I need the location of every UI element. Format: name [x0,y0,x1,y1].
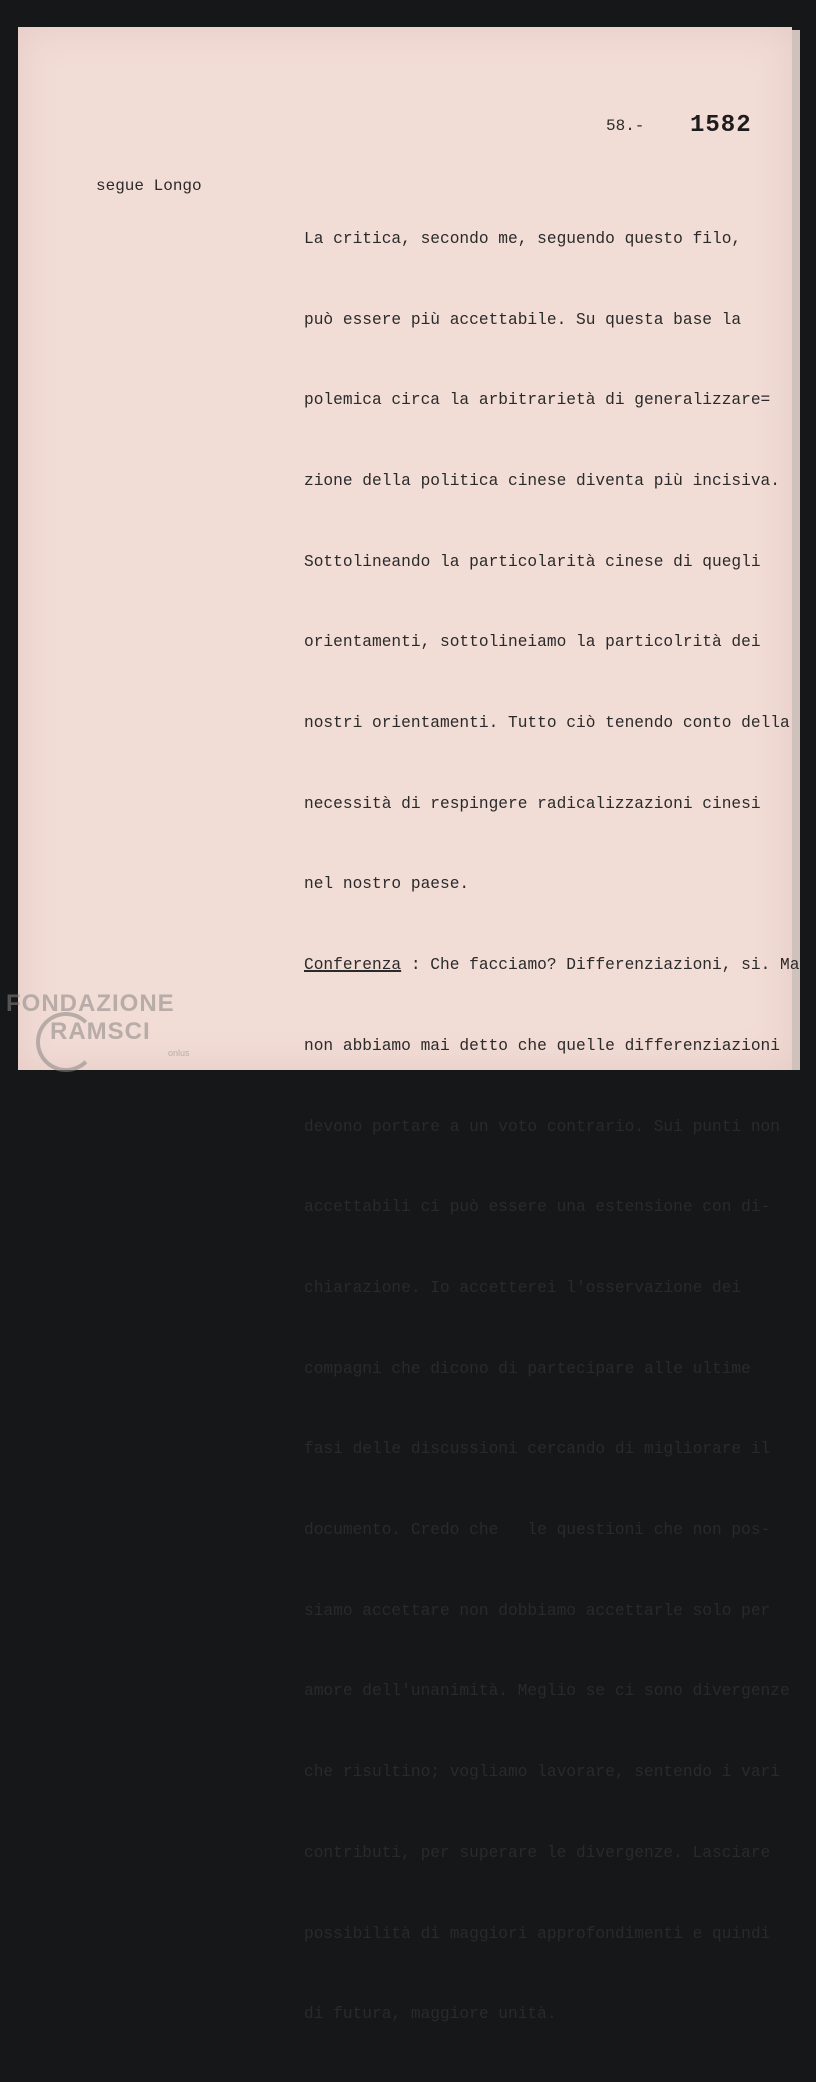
text-line: chiarazione. Io accetterei l'osservazione dei [304,1278,742,1297]
text-line: nostri orientamenti. Tutto ciò tenendo conto della [304,714,790,733]
text-line: nel nostro paese. [304,875,470,894]
section-label: Conferenza [304,956,402,975]
text-line: di futura, maggiore unità. [304,2005,557,2024]
watermark-line3: onlus [168,1048,190,1058]
archive-number: 1582 [690,112,752,139]
transcript-body [304,172,800,2082]
text-line: fasi delle discussioni cercando di migliorare il [304,1440,771,1459]
text-line: Sottolineando la particolarità cinese di quegli [304,552,761,571]
text-line: compagni che dicono di partecipare alle ultime [304,1359,751,1378]
page-number: 58.- [606,117,645,135]
text-line: orientamenti, sottolineiamo la particolrità dei [304,633,761,652]
text-line: non abbiamo mai detto che quelle differenziazioni [304,1036,780,1055]
text-line: necessità di respingere radicalizzazioni cinesi [304,794,761,813]
next-page-edge [792,30,800,1070]
text-line: polemica circa la arbitrarietà di generalizzare= [304,391,771,410]
text-line: siamo accettare non dobbiamo accettarle solo per [304,1601,771,1620]
text-line: accettabili ci può essere una estensione con di- [304,1198,771,1217]
text-line: zione della politica cinese diventa più incisiva. [304,471,780,490]
text-line: può essere più accettabile. Su questa base la [304,310,742,329]
conference-line-text: : Che facciamo? Differenziazioni, si. Ma [401,956,800,975]
text-line: La critica, secondo me, seguendo questo filo, [304,229,742,248]
speaker-label: segue Longo [96,177,202,195]
conference-line [304,952,800,979]
text-line: documento. Credo che le questioni che non pos- [304,1521,771,1540]
watermark-line1: FONDAZIONE [6,990,175,1017]
fondazione-gramsci-watermark [6,990,206,1070]
text-line: che risultino; vogliamo lavorare, sentendo i vari [304,1763,780,1782]
watermark-line2: RAMSCI [50,1018,151,1045]
text-line: devono portare a un voto contrario. Sui punti non [304,1117,780,1136]
text-line: contributi, per superare le divergenze. Lasciare [304,1843,771,1862]
text-line: amore dell'unanimità. Meglio se ci sono divergenze [304,1682,790,1701]
text-line: possibilità di maggiori approfondimenti e quindi [304,1924,771,1943]
